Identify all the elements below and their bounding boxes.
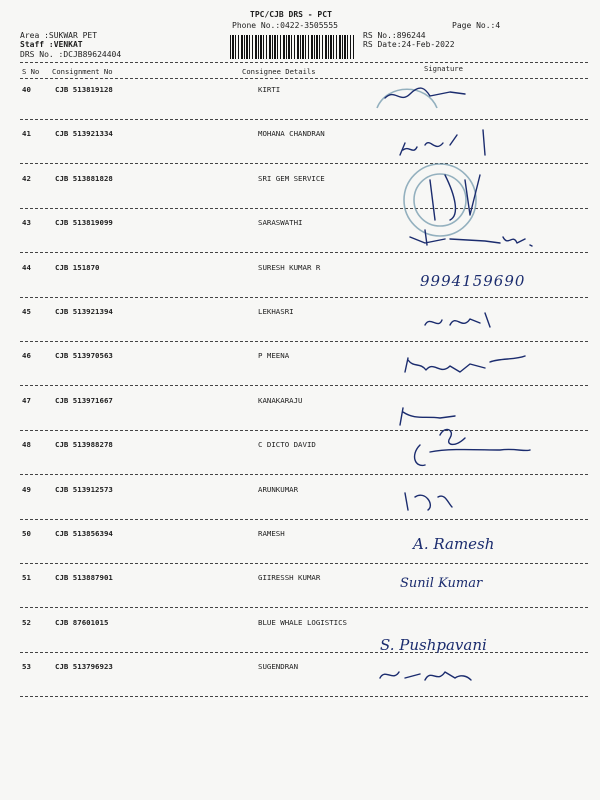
column-signature: Signature — [424, 64, 463, 73]
row-sno: 47 — [22, 395, 31, 405]
consignment-number: CJB 513856394 — [55, 529, 113, 538]
row-divider — [20, 385, 588, 386]
row-divider — [20, 297, 588, 298]
consignee-name: KANAKARAJU — [258, 395, 303, 405]
consignee-name: LEKHASRI — [258, 307, 294, 316]
signature-53 — [375, 660, 475, 690]
rs-date: RS Date:24-Feb-2022 — [363, 40, 455, 49]
table-row — [0, 307, 600, 351]
row-divider — [20, 563, 588, 564]
signature-42 — [410, 165, 500, 230]
table-row — [0, 618, 600, 662]
row-divider — [20, 519, 588, 520]
table-row — [0, 174, 600, 218]
header-divider-top — [20, 62, 588, 63]
consignee-name: BLUE WHALE LOGISTICS — [258, 617, 347, 627]
consignee-name: RAMESH — [258, 529, 285, 538]
row-divider — [20, 119, 588, 120]
row-sno: 40 — [22, 85, 31, 94]
row-divider — [20, 474, 588, 475]
row-sno: 46 — [22, 351, 31, 361]
consignee-name: SARASWATHI — [258, 218, 303, 228]
consignment-number: CJB 87601015 — [55, 617, 109, 627]
header-divider-bottom — [20, 78, 588, 79]
consignee-name: ARUNKUMAR — [258, 484, 299, 494]
table-row — [0, 529, 600, 573]
row-divider — [20, 607, 588, 608]
drs-number: DRS No. :DCJB89624404 — [20, 50, 122, 59]
table-row — [0, 129, 600, 173]
document-title: TPC/CJB DRS - PCT — [250, 10, 332, 19]
consignment-number: CJB 513970563 — [55, 351, 113, 361]
signature-49 — [400, 485, 460, 515]
consignee-name: SRI GEM SERVICE — [258, 173, 325, 183]
consignment-number: CJB 513887901 — [55, 573, 113, 583]
row-sno: 44 — [22, 262, 31, 272]
signature-43 — [405, 225, 545, 255]
phone-number: Phone No.:0422-3505555 — [232, 21, 338, 30]
staff-label: Staff :VENKAT — [20, 40, 83, 49]
row-sno: 48 — [22, 440, 31, 450]
row-sno: 41 — [22, 129, 31, 139]
row-divider — [20, 696, 588, 697]
consignee-name: C DICTO DAVID — [258, 440, 316, 450]
row-sno: 49 — [22, 484, 31, 494]
row-sno: 51 — [22, 573, 31, 583]
consignment-number: CJB 513819128 — [55, 85, 113, 94]
page-number: Page No.:4 — [452, 21, 501, 30]
column-consignment: Consignment No — [52, 67, 113, 76]
consignee-name: GIIRESSH KUMAR — [258, 573, 321, 583]
row-sno: 45 — [22, 307, 31, 316]
barcode — [230, 35, 354, 59]
signature-41 — [395, 125, 505, 165]
row-sno: 50 — [22, 529, 31, 538]
consignment-number: CJB 513912573 — [55, 484, 113, 494]
row-sno: 53 — [22, 662, 31, 672]
consignment-number: CJB 151870 — [55, 262, 100, 272]
signature-45 — [420, 305, 500, 335]
signature-48 — [400, 420, 550, 470]
consignment-number: CJB 513921334 — [55, 129, 113, 139]
consignment-number: CJB 513819099 — [55, 218, 113, 228]
consignment-number: CJB 513881828 — [55, 173, 113, 183]
row-sno: 43 — [22, 218, 31, 228]
consignee-name: P MEENA — [258, 351, 290, 361]
row-divider — [20, 652, 588, 653]
handwritten-phone-note: 9994159690 — [420, 272, 526, 290]
consignee-name: KIRTI — [258, 85, 281, 94]
column-sno: S No — [22, 67, 40, 76]
table-row — [0, 662, 600, 706]
consignee-name: SUGENDRAN — [258, 662, 299, 672]
consignment-number: CJB 513988278 — [55, 440, 113, 450]
area-label: Area :SUKWAR PET — [20, 31, 98, 40]
row-divider — [20, 341, 588, 342]
table-row — [0, 485, 600, 529]
rs-number: RS No.:896244 — [363, 31, 426, 40]
signature-40 — [380, 80, 470, 110]
table-row — [0, 573, 600, 617]
signature-51: Sunil Kumar — [400, 576, 483, 591]
table-row — [0, 85, 600, 129]
row-sno: 52 — [22, 617, 31, 627]
row-sno: 42 — [22, 173, 31, 183]
signature-50: A. Ramesh — [413, 535, 495, 553]
column-consignee: Consignee Details — [242, 67, 316, 76]
consignee-name: SURESH KUMAR R — [258, 262, 321, 272]
consignment-number: CJB 513971667 — [55, 395, 113, 405]
consignment-number: CJB 513796923 — [55, 662, 113, 672]
consignment-number: CJB 513921394 — [55, 307, 113, 316]
signature-46 — [400, 350, 530, 380]
consignee-name: MOHANA CHANDRAN — [258, 129, 325, 139]
row-divider — [20, 208, 588, 209]
signature-52: S. Pushpavani — [380, 636, 487, 654]
